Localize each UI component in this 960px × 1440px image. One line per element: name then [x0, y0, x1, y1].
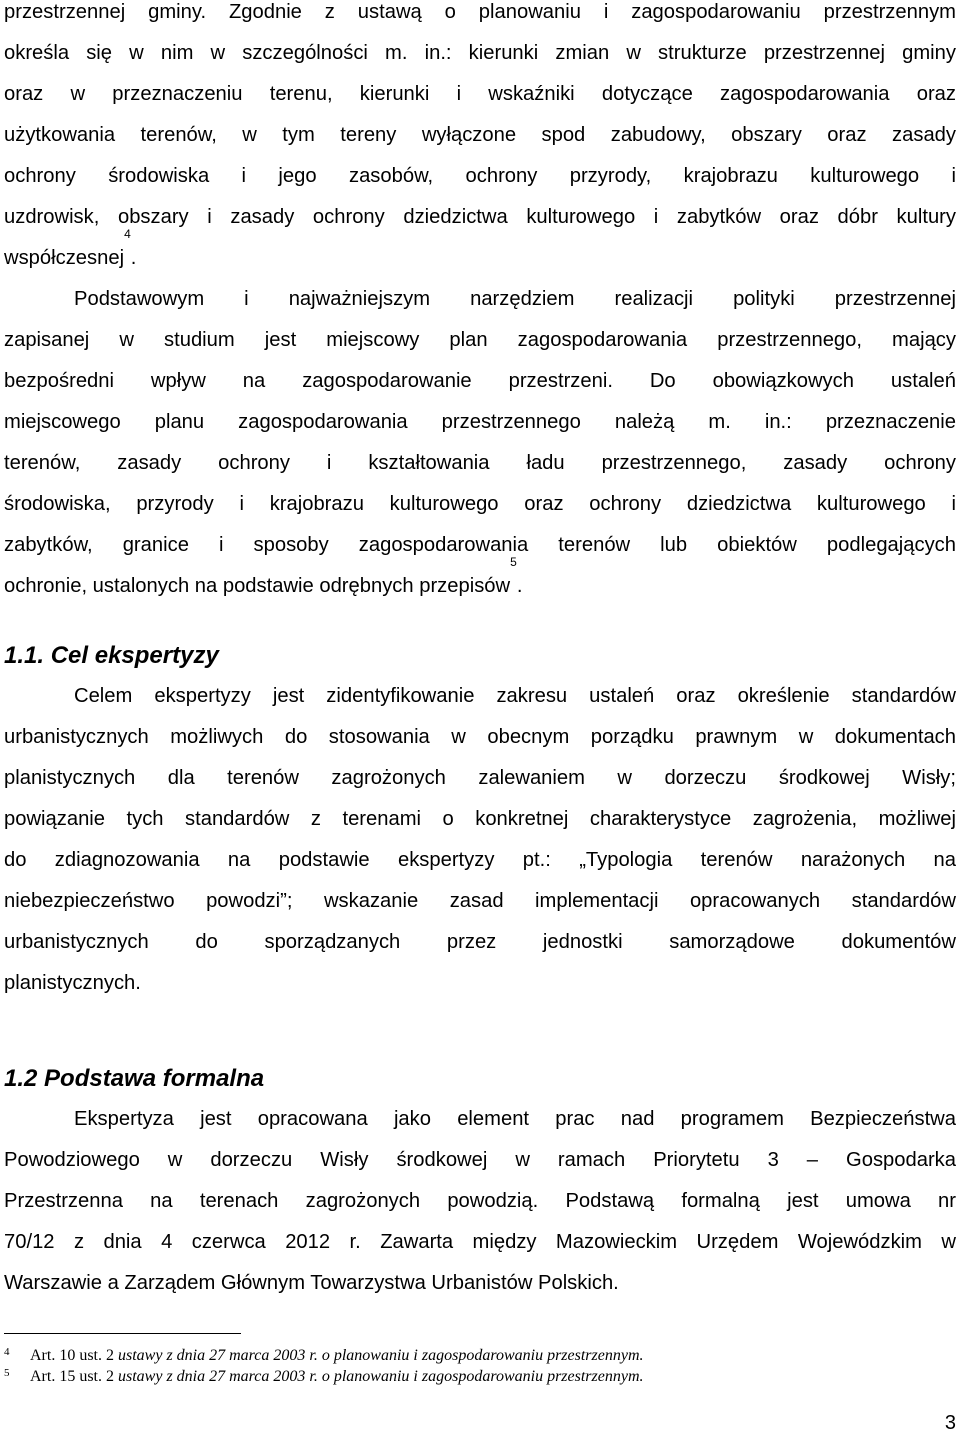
text-line: planistycznych dla terenów zagrożonych zalewaniem w dorzeczu środkowej Wisły; [4, 767, 956, 789]
text-fragment: współczesnej [4, 247, 125, 269]
text-fragment: ochronie, ustalonych na podstawie odrębnych przepisów [4, 575, 511, 597]
text-line: zapisanej w studium jest miejscowy plan zagospodarowania przestrzennego, mający [4, 329, 956, 351]
text-line: zabytków, granice i sposoby zagospodarowania terenów lub obiektów podlegających [4, 534, 956, 556]
footnote-number: 4 [4, 1346, 10, 1358]
text-line-last: Warszawie a Zarządem Głównym Towarzystwa Urbanistów Polskich. [4, 1272, 619, 1294]
text-line-last [4, 555, 956, 607]
section-2-body [4, 1099, 956, 1304]
section-heading-cel-ekspertyzy: 1.1. Cel ekspertyzy [4, 642, 219, 669]
text-line: do zdiagnozowania na podstawie ekspertyzy pt.: „Typologia terenów narażonych na [4, 849, 956, 871]
text-line: urbanistycznych możliwych do stosowania w obecnym porządku prawnym w dokumentach [4, 726, 956, 748]
footnote-number: 5 [4, 1367, 10, 1379]
text-line: Przestrzenna na terenach zagrożonych powodzią. Podstawą formalną jest umowa nr [4, 1190, 956, 1212]
text-line: Celem ekspertyzy jest zidentyfikowanie zakresu ustaleń oraz określenie standardów [74, 685, 956, 707]
text-line: miejscowego planu zagospodarowania przestrzennego należą m. in.: przeznaczenie [4, 411, 956, 433]
text-line: przestrzennej gminy. Zgodnie z ustawą o planowaniu i zagospodarowaniu przestrzennym [4, 1, 956, 23]
footnote-citation: Art. 15 ust. 2 [30, 1368, 118, 1385]
footnote-text [30, 1367, 644, 1387]
footnote-title: ustawy z dnia 27 marca 2003 r. o planowaniu i zagospodarowaniu przestrzennym. [118, 1368, 644, 1385]
text-fragment: . [516, 575, 523, 597]
paragraph-2 [4, 279, 956, 607]
text-line: ochrony środowiska i jego zasobów, ochrony przyrody, krajobrazu kulturowego i [4, 165, 956, 187]
text-line: środowiska, przyrody i krajobrazu kulturowego oraz ochrony dziedzictwa kulturowego i [4, 493, 956, 515]
page-number: 3 [944, 1412, 956, 1434]
section-1-body [4, 676, 956, 1004]
text-line: użytkowania terenów, w tym tereny wyłączone spod zabudowy, obszary oraz zasady [4, 124, 956, 146]
section-heading-podstawa-formalna: 1.2 Podstawa formalna [4, 1065, 265, 1092]
text-line-last [4, 227, 956, 279]
text-line: oraz w przeznaczeniu terenu, kierunki i wskaźniki dotyczące zagospodarowania oraz [4, 83, 956, 105]
text-line: Podstawowym i najważniejszym narzędziem realizacji polityki przestrzennej [74, 288, 956, 310]
footnote-citation: Art. 10 ust. 2 [30, 1347, 118, 1364]
text-line: terenów, zasady ochrony i kształtowania ładu przestrzennego, zasady ochrony [4, 452, 956, 474]
footnote-ref: 5 [510, 555, 517, 569]
text-line: 70/12 z dnia 4 czerwca 2012 r. Zawarta między Mazowieckim Urzędem Wojewódzkim w [4, 1231, 956, 1253]
text-line-last: planistycznych. [4, 972, 141, 994]
footnote-text [30, 1346, 644, 1366]
text-line: określa się w nim w szczególności m. in.: kierunki zmian w strukturze przestrzennej gminy [4, 42, 956, 64]
text-line: niebezpieczeństwo powodzi”; wskazanie zasad implementacji opracowanych standardów [4, 890, 956, 912]
text-line: bezpośredni wpływ na zagospodarowanie przestrzeni. Do obowiązkowych ustaleń [4, 370, 956, 392]
footnote-ref: 4 [124, 227, 131, 241]
text-line: urbanistycznych do sporządzanych przez jednostki samorządowe dokumentów [4, 931, 956, 953]
text-line: Powodziowego w dorzeczu Wisły środkowej w ramach Priorytetu 3 – Gospodarka [4, 1149, 956, 1171]
text-line: Ekspertyza jest opracowana jako element prac nad programem Bezpieczeństwa [74, 1108, 956, 1130]
footnote-title: ustawy z dnia 27 marca 2003 r. o planowaniu i zagospodarowaniu przestrzennym. [118, 1347, 644, 1364]
text-line: uzdrowisk, obszary i zasady ochrony dziedzictwa kulturowego i zabytków oraz dóbr kultury [4, 206, 956, 228]
text-line: powiązanie tych standardów z terenami o konkretnej charakterystyce zagrożenia, możliwej [4, 808, 956, 830]
paragraph-1 [4, 0, 956, 279]
footnote-separator [4, 1333, 241, 1334]
text-fragment: . [130, 247, 137, 269]
